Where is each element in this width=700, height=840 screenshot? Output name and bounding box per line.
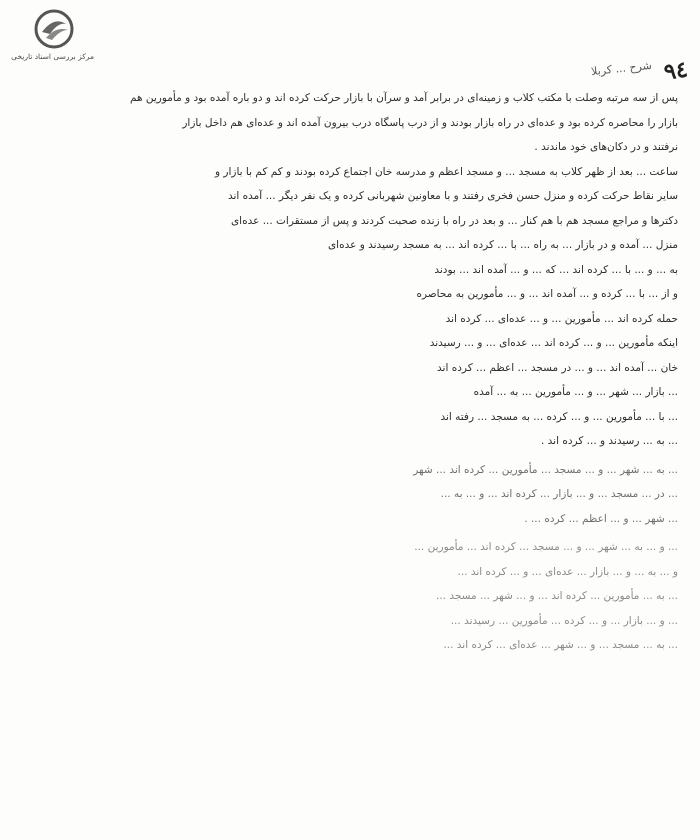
- text-line: نرفتند و در دکان‌های خود ماندند .: [534, 141, 678, 153]
- text-line: ... به ... مأمورین ... کرده اند ... و ... شهر ... مسجد ...: [436, 590, 678, 602]
- archive-center-logo-icon: [32, 8, 76, 50]
- text-line: ساعت ... بعد از ظهر کلاب به مسجد ... و مسجد اعظم و مدرسه خان اجتماع کرده بودند و کم کم با بازار و: [214, 165, 678, 178]
- text-line: ... به ... مسجد ... و ... شهر ... عده‌ای ... کرده اند ...: [443, 639, 678, 651]
- text-line: پس از سه مرتبه وصلت با مکتب کلاب و زمینه‌ای در برابر آمد و سرآن با بازار حرکت کرده اند و دو باره آمده بود و مأمورین هم: [130, 92, 678, 104]
- text-line: به ... و ... با ... کرده اند ... که ... و ... آمده اند ... بودند: [434, 263, 678, 276]
- text-line: ... به ... رسیدند و ... کرده اند .: [540, 435, 678, 447]
- page-number: ٩٤: [662, 56, 690, 86]
- text-line: حمله کرده اند ... مأمورین ... و ... عده‌ای ... کرده اند: [445, 312, 678, 325]
- document-body: [62, 86, 678, 658]
- text-line: دکترها و مراجع مسجد هم با هم کنار ... و بعد در راه با زنده صحبت کردند و پس از مستقرات ... عده‌ای: [230, 214, 678, 227]
- logo-caption: مرکز بررسی اسناد تاریخی: [11, 52, 94, 61]
- text-line: اینکه مأمورین ... و ... کرده اند ... عده‌ای ... و ... رسیدند: [429, 337, 678, 349]
- text-line: و ... به ... و ... بازار ... عده‌ای ... و ... کرده اند ...: [457, 565, 678, 578]
- text-line: و از ... با ... کرده و ... آمده اند ... و ... مأمورین به محاصره: [416, 288, 678, 300]
- text-line: ... به ... شهر ... و ... مسجد ... مأمورین ... کرده اند ... شهر: [413, 463, 678, 476]
- text-line: ... و ... به ... شهر ... و ... مسجد ... کرده اند ... مأمورین ...: [414, 541, 678, 553]
- text-line: منزل ... آمده و در بازار ... به راه ... با ... کرده اند ... به مسجد رسیدند و عده‌ای: [327, 239, 678, 251]
- text-line: ... با ... مأمورین ... و ... کرده ... به مسجد ... رفته اند: [440, 410, 678, 423]
- text-line: بازار را محاصره کرده بود و عده‌ای در راه بازار بودند و از درب پاسگاه درب بیرون آمده اند و عده‌ای هم داخل بازار: [182, 116, 678, 129]
- archive-logo: [11, 8, 94, 70]
- page-heading: شرح ... کربلا: [590, 58, 653, 79]
- text-line: ... و ... بازار ... و ... کرده ... مأمورین ... رسیدند ...: [450, 614, 678, 627]
- text-line: ... شهر ... و ... اعظم ... کرده ... .: [524, 512, 678, 525]
- text-line: خان ... آمده اند ... و ... در مسجد ... اعظم ... کرده اند: [437, 361, 678, 374]
- text-line: سایر نقاط حرکت کرده و منزل حسن فخری رفتند و با معاونین شهربانی کرده و یک نفر دیگر ... آمده اند: [227, 190, 678, 202]
- text-line: ... بازار ... شهر ... و ... مأمورین ... به ... آمده: [473, 386, 678, 398]
- text-line: ... در ... مسجد ... و ... بازار ... کرده اند ... و ... به ...: [440, 488, 678, 500]
